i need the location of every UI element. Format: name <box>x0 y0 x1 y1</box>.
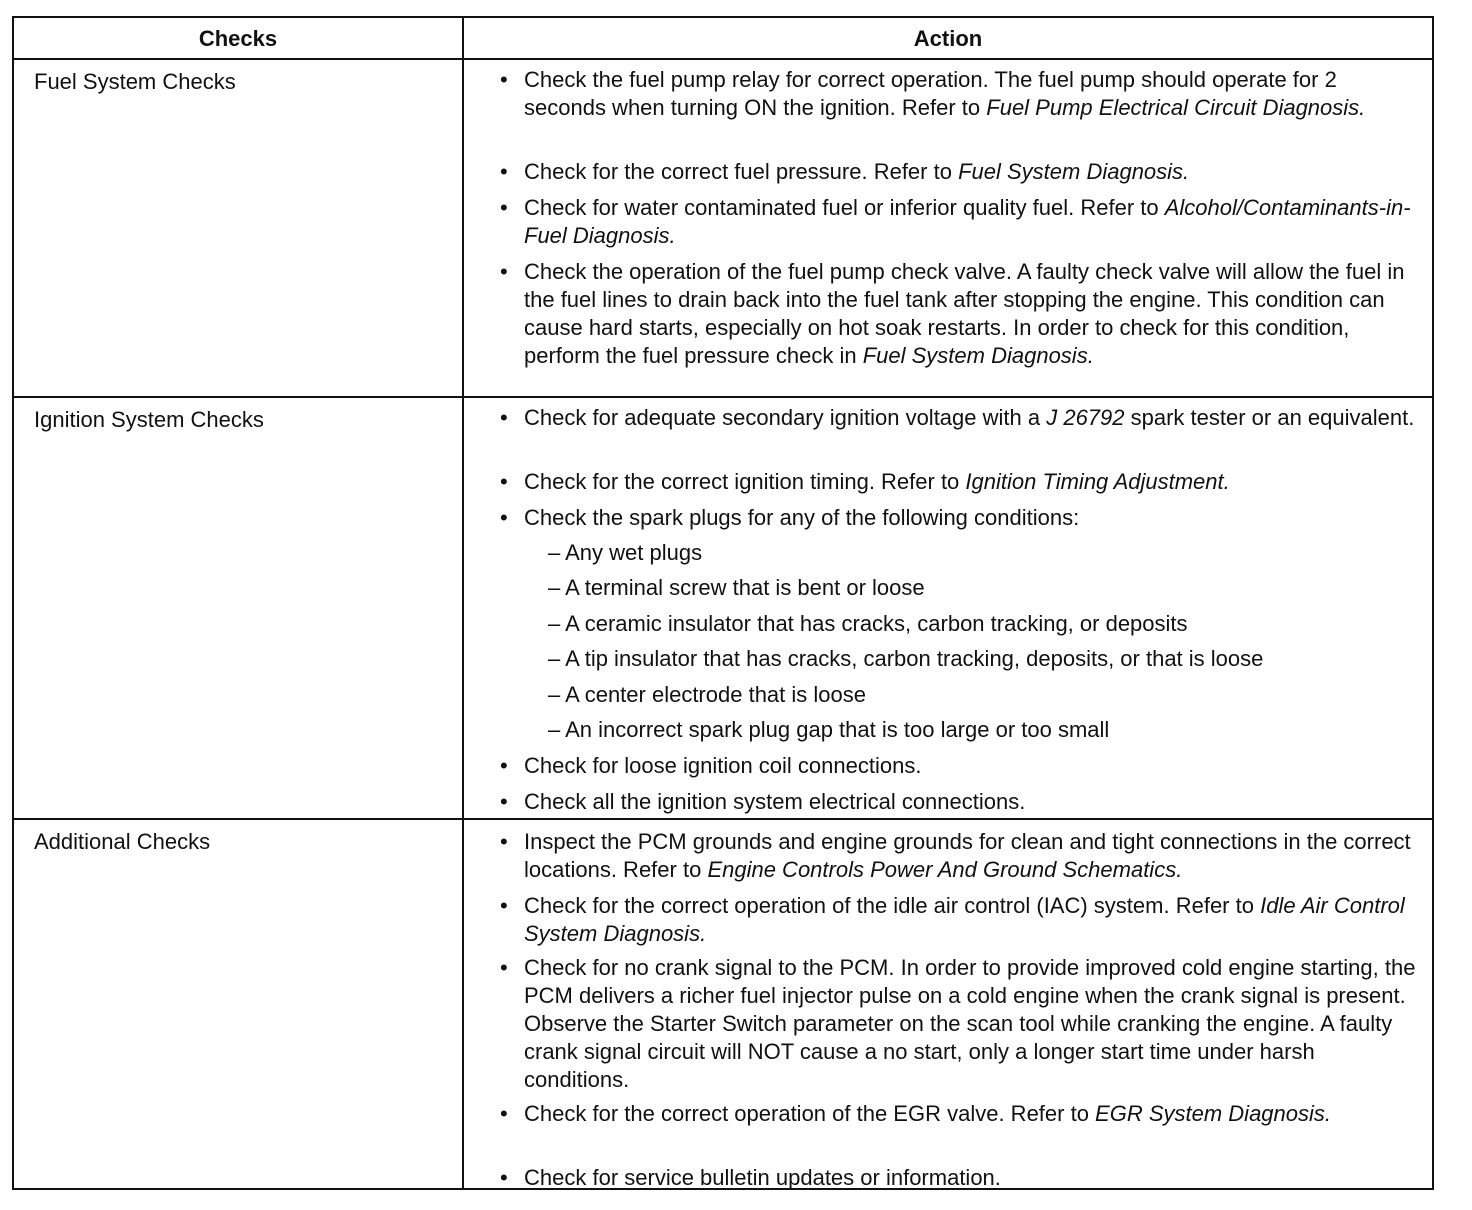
header-action: Action <box>913 26 983 51</box>
table-header <box>14 18 1432 60</box>
bullet: • <box>500 195 508 220</box>
item-reference: Fuel Pump Electrical Circuit Diagnosis. <box>986 95 1366 120</box>
bullet: • <box>500 789 508 814</box>
sub-item: – A terminal screw that is bent or loose <box>548 575 925 600</box>
item-text: Check the operation of the fuel pump check valve. A faulty check valve will allow the fuel in the fuel lines to drain back into the fuel tank after stopping the engine. This condition can cause hard starts, especially on hot soak restarts. In order to check for this condition, perform the fuel pressure check in <box>524 259 1405 368</box>
bullet: • <box>500 505 508 530</box>
table-row <box>14 820 1432 1188</box>
sub-item: – Any wet plugs <box>548 540 703 565</box>
item-reference: Ignition Timing Adjustment. <box>965 469 1230 494</box>
item-reference: Engine Controls Power And Ground Schematics. <box>707 857 1183 882</box>
item-reference: Fuel System Diagnosis. <box>958 159 1190 184</box>
bullet: • <box>500 469 508 494</box>
bullet: • <box>500 753 508 778</box>
checks-table <box>12 16 1434 1190</box>
item-text: Check all the ignition system electrical connections. <box>524 789 1026 814</box>
bullet: • <box>500 405 508 430</box>
item-reference: Alcohol/Contaminants-in-Fuel Diagnosis. <box>524 195 1411 248</box>
row-label-additional: Additional Checks <box>34 829 211 854</box>
row-label-ignition: Ignition System Checks <box>34 407 264 432</box>
item-text: Check for adequate secondary ignition voltage with a <box>524 405 1047 430</box>
bullet: • <box>500 955 508 980</box>
bullet: • <box>500 893 508 918</box>
item-text: Inspect the PCM grounds and engine grounds for clean and tight connections in the correct locations. Refer to <box>524 829 1411 882</box>
bullet: • <box>500 259 508 284</box>
sub-item: – A center electrode that is loose <box>548 682 866 707</box>
bullet: • <box>500 829 508 854</box>
item-text: Check for the correct fuel pressure. Refer to <box>524 159 959 184</box>
item-reference: Idle Air Control System Diagnosis. <box>524 893 1405 946</box>
item-reference: J 26792 <box>1046 405 1125 430</box>
item-text: Check for water contaminated fuel or inferior quality fuel. Refer to <box>524 195 1165 220</box>
bullet: • <box>500 1165 508 1190</box>
item-text: Check for service bulletin updates or information. <box>524 1165 1001 1190</box>
bullet: • <box>500 1101 508 1126</box>
sub-item: – A tip insulator that has cracks, carbon tracking, deposits, or that is loose <box>548 646 1264 671</box>
bullet: • <box>500 67 508 92</box>
item-text: Check for the correct ignition timing. Refer to <box>524 469 966 494</box>
row-label-fuel: Fuel System Checks <box>34 69 236 94</box>
header-checks: Checks <box>198 26 278 51</box>
bullet: • <box>500 159 508 184</box>
sub-item: – An incorrect spark plug gap that is too large or too small <box>548 717 1110 742</box>
item-text: Check for no crank signal to the PCM. In order to provide improved cold engine starting, the PCM delivers a richer fuel injector pulse on a cold engine when the crank signal is present. Observe the Starter Switch parameter on the scan tool while cranking the engine. A faulty crank signal circuit will NOT cause a no start, only a longer start time under harsh conditions. <box>524 955 1416 1092</box>
item-text: Check for the correct operation of the EGR valve. Refer to <box>524 1101 1096 1126</box>
sub-item: – A ceramic insulator that has cracks, carbon tracking, or deposits <box>548 611 1188 636</box>
item-text: Check the fuel pump relay for correct operation. The fuel pump should operate for 2 seconds when turning ON the ignition. Refer to <box>524 67 1337 120</box>
table-row <box>14 60 1432 398</box>
table-row <box>14 398 1432 820</box>
item-text: Check the spark plugs for any of the following conditions: <box>524 505 1080 530</box>
item-text: Check for the correct operation of the idle air control (IAC) system. Refer to <box>524 893 1261 918</box>
item-reference: EGR System Diagnosis. <box>1095 1101 1332 1126</box>
item-tail: spark tester or an equivalent. <box>1124 405 1415 430</box>
item-reference: Fuel System Diagnosis. <box>862 343 1094 368</box>
item-text: Check for loose ignition coil connections. <box>524 753 922 778</box>
